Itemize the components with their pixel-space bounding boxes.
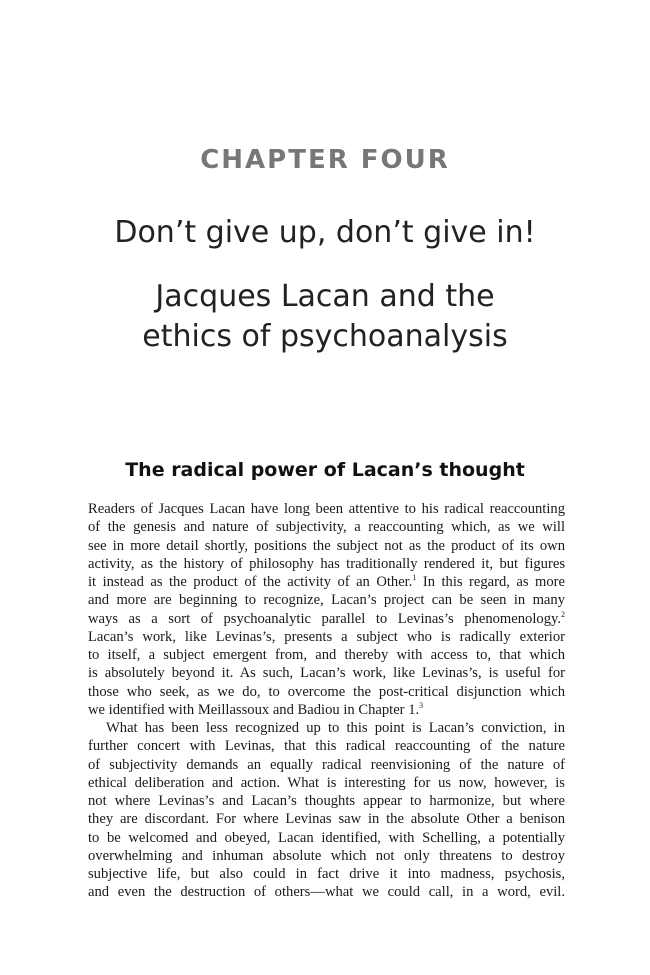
body-line-text: In this regard, as more bbox=[416, 574, 566, 590]
chapter-label: CHAPTER FOUR bbox=[200, 145, 450, 175]
body-text bbox=[88, 500, 565, 902]
body-line-text: it instead as the product of the activity of an Other. bbox=[88, 574, 413, 590]
body-line-text: we identified with Meillassoux and Badiou in Chapter 1. bbox=[88, 701, 420, 718]
body-line: see in more detail shortly, positions the subject not as the product of its own bbox=[88, 537, 565, 554]
chapter-subtitle bbox=[0, 277, 650, 357]
body-line: those who seek, as we do, to overcome the post-critical disjunction which bbox=[88, 683, 565, 700]
footnote-marker: 2 bbox=[561, 609, 565, 619]
body-line: further concert with Levinas, that this radical reaccounting of the nature bbox=[88, 738, 565, 755]
footnote-marker: 3 bbox=[419, 700, 424, 710]
body-line: to be welcomed and obeyed, Lacan identified, with Schelling, a potentially bbox=[88, 829, 565, 846]
chapter-title: Don’t give up, don’t give in! bbox=[114, 215, 536, 250]
body-line bbox=[88, 610, 565, 628]
body-line: is absolutely beyond it. As such, Lacan’s work, like Levinas’s, is useful for bbox=[88, 665, 565, 682]
body-line bbox=[88, 701, 565, 719]
body-line: and even the destruction of others—what we could call, in a word, evil. bbox=[88, 884, 565, 901]
chapter-subtitle-line-2: ethics of psychoanalysis bbox=[142, 319, 508, 354]
chapter-subtitle-line-1: Jacques Lacan and the bbox=[155, 279, 495, 314]
body-line: to itself, a subject emergent from, and thereby with access to, that which bbox=[88, 647, 565, 663]
body-line: What has been less recognized up to this point is Lacan’s conviction, in bbox=[106, 720, 565, 736]
body-line: overwhelming and inhuman absolute which not only threatens to destroy bbox=[88, 847, 565, 864]
body-line: activity, as the history of philosophy has traditionally rendered it, but figures bbox=[88, 555, 565, 572]
body-line: not where Levinas’s and Lacan’s thoughts appear to harmonize, but where bbox=[88, 793, 565, 809]
body-line: Readers of Jacques Lacan have long been attentive to his radical reaccounting bbox=[88, 501, 565, 517]
body-line: Lacan’s work, like Levinas’s, presents a subject who is radically exterior bbox=[88, 628, 565, 645]
footnote-marker: 1 bbox=[412, 573, 417, 582]
body-line: ethical deliberation and action. What is interesting for us now, however, is bbox=[88, 774, 565, 791]
body-line bbox=[88, 573, 565, 591]
body-line: they are discordant. For where Levinas saw in the absolute Other a benison bbox=[88, 811, 565, 828]
section-heading: The radical power of Lacan’s thought bbox=[125, 459, 525, 481]
body-line-text: ways as a sort of psychoanalytic parallel to Levinas’s phenomenology. bbox=[88, 610, 561, 627]
body-line: subjective life, but also could in fact drive it into madness, psychosis, bbox=[88, 866, 565, 882]
body-line: of the genesis and nature of subjectivity, a reaccounting which, as we will bbox=[88, 519, 565, 536]
body-line: and more are beginning to recognize, Lacan’s project can be seen in many bbox=[88, 592, 565, 609]
body-line: of subjectivity demands an equally radical reenvisioning of the nature of bbox=[88, 756, 565, 773]
